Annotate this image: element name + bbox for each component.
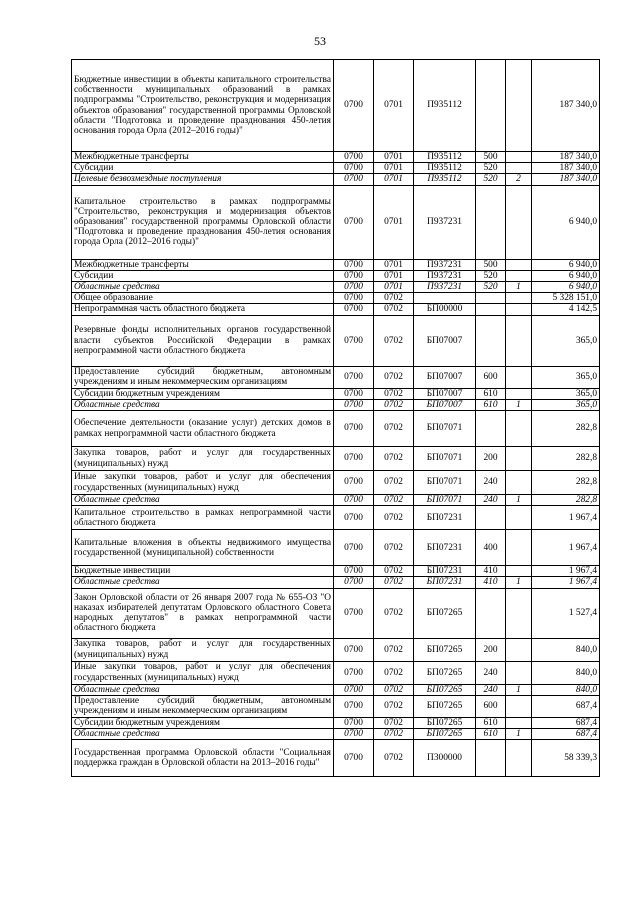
row-target-article: БП00000 bbox=[414, 304, 476, 315]
table-row bbox=[72, 506, 600, 530]
row-expense-type: 520 bbox=[476, 174, 506, 185]
row-funding-source bbox=[506, 293, 532, 304]
row-target-article: БП07231 bbox=[414, 506, 476, 530]
row-subsection: 0702 bbox=[374, 399, 414, 410]
row-expense-type: 240 bbox=[476, 471, 506, 495]
table-row bbox=[72, 388, 600, 399]
row-funding-source bbox=[506, 506, 532, 530]
row-funding-source bbox=[506, 471, 532, 495]
row-expense-type bbox=[476, 506, 506, 530]
row-target-article: П937231 bbox=[414, 270, 476, 281]
row-section: 0700 bbox=[334, 638, 374, 661]
row-amount: 840,0 bbox=[532, 638, 600, 661]
row-section: 0700 bbox=[334, 740, 374, 777]
row-target-article: БП07265 bbox=[414, 695, 476, 717]
row-target-article: БП07265 bbox=[414, 717, 476, 728]
table-row bbox=[72, 282, 600, 293]
row-amount: 1 967,4 bbox=[532, 506, 600, 530]
row-subsection: 0702 bbox=[374, 366, 414, 388]
row-expense-type: 610 bbox=[476, 729, 506, 740]
row-section: 0700 bbox=[334, 293, 374, 304]
row-target-article: БП07071 bbox=[414, 471, 476, 495]
row-amount: 365,0 bbox=[532, 388, 600, 399]
row-target-article: П937231 bbox=[414, 282, 476, 293]
row-funding-source: 1 bbox=[506, 495, 532, 506]
row-section: 0700 bbox=[334, 661, 374, 684]
table-row bbox=[72, 684, 600, 695]
row-funding-source bbox=[506, 152, 532, 163]
row-subsection: 0701 bbox=[374, 185, 414, 259]
table-row bbox=[72, 577, 600, 588]
row-funding-source: 1 bbox=[506, 577, 532, 588]
row-funding-source bbox=[506, 740, 532, 777]
row-section: 0700 bbox=[334, 717, 374, 728]
row-section: 0700 bbox=[334, 588, 374, 638]
row-name: Обеспечение деятельности (оказание услуг) детских домов в рамках непрограммной части областного бюджета bbox=[72, 411, 334, 447]
row-name: Общее образование bbox=[72, 293, 334, 304]
row-name: Субсидии bbox=[72, 270, 334, 281]
row-target-article: П935112 bbox=[414, 163, 476, 174]
row-section: 0700 bbox=[334, 282, 374, 293]
row-subsection: 0702 bbox=[374, 729, 414, 740]
table-row bbox=[72, 259, 600, 270]
row-target-article: БП07231 bbox=[414, 577, 476, 588]
row-amount: 6 940,0 bbox=[532, 282, 600, 293]
row-name: Областные средства bbox=[72, 729, 334, 740]
row-expense-type: 200 bbox=[476, 638, 506, 661]
row-subsection: 0702 bbox=[374, 661, 414, 684]
row-funding-source bbox=[506, 717, 532, 728]
row-target-article: БП07007 bbox=[414, 388, 476, 399]
row-expense-type: 240 bbox=[476, 495, 506, 506]
row-target-article: БП07265 bbox=[414, 638, 476, 661]
table-row bbox=[72, 163, 600, 174]
row-subsection: 0702 bbox=[374, 530, 414, 566]
row-target-article: БП07231 bbox=[414, 530, 476, 566]
row-subsection: 0701 bbox=[374, 152, 414, 163]
row-amount: 1 527,4 bbox=[532, 588, 600, 638]
row-section: 0700 bbox=[334, 399, 374, 410]
row-name: Иные закупки товаров, работ и услуг для обеспечения государственных (муниципальных) нужд bbox=[72, 471, 334, 495]
row-target-article: БП07071 bbox=[414, 447, 476, 471]
table-row bbox=[72, 174, 600, 185]
table-row bbox=[72, 447, 600, 471]
row-subsection: 0702 bbox=[374, 588, 414, 638]
row-expense-type: 400 bbox=[476, 530, 506, 566]
table-row bbox=[72, 399, 600, 410]
row-section: 0700 bbox=[334, 304, 374, 315]
row-funding-source: 1 bbox=[506, 684, 532, 695]
row-amount: 1 967,4 bbox=[532, 566, 600, 577]
row-section: 0700 bbox=[334, 506, 374, 530]
row-name: Бюджетные инвестиции в объекты капитального строительства собственности муниципальных образований в рамках подпрограммы "Строительство, реконструкция и модернизация объектов образования" государственной программы Орловской области "Подготовка и проведение празднования 450-летия основания города Орла (2012–2016 годы)" bbox=[72, 60, 334, 152]
row-section: 0700 bbox=[334, 577, 374, 588]
row-subsection: 0702 bbox=[374, 684, 414, 695]
row-name: Областные средства bbox=[72, 399, 334, 410]
row-expense-type bbox=[476, 315, 506, 366]
row-funding-source bbox=[506, 270, 532, 281]
row-subsection: 0702 bbox=[374, 388, 414, 399]
row-section: 0700 bbox=[334, 259, 374, 270]
row-section: 0700 bbox=[334, 684, 374, 695]
row-amount: 58 339,3 bbox=[532, 740, 600, 777]
row-target-article: БП07265 bbox=[414, 729, 476, 740]
row-funding-source bbox=[506, 259, 532, 270]
table-row bbox=[72, 60, 600, 152]
row-funding-source bbox=[506, 588, 532, 638]
row-subsection: 0702 bbox=[374, 577, 414, 588]
row-name: Областные средства bbox=[72, 577, 334, 588]
row-amount: 687,4 bbox=[532, 717, 600, 728]
row-name: Субсидии бюджетным учреждениям bbox=[72, 388, 334, 399]
row-funding-source bbox=[506, 661, 532, 684]
row-name: Бюджетные инвестиции bbox=[72, 566, 334, 577]
table-row bbox=[72, 740, 600, 777]
row-funding-source bbox=[506, 185, 532, 259]
row-amount: 187 340,0 bbox=[532, 163, 600, 174]
row-amount: 282,8 bbox=[532, 411, 600, 447]
row-amount: 6 940,0 bbox=[532, 259, 600, 270]
row-amount: 187 340,0 bbox=[532, 174, 600, 185]
row-subsection: 0702 bbox=[374, 717, 414, 728]
table-row bbox=[72, 411, 600, 447]
row-funding-source bbox=[506, 366, 532, 388]
row-expense-type: 600 bbox=[476, 695, 506, 717]
row-target-article: П935112 bbox=[414, 174, 476, 185]
row-target-article: БП07265 bbox=[414, 684, 476, 695]
row-section: 0700 bbox=[334, 174, 374, 185]
row-expense-type: 500 bbox=[476, 259, 506, 270]
row-subsection: 0702 bbox=[374, 506, 414, 530]
row-amount: 6 940,0 bbox=[532, 270, 600, 281]
row-funding-source bbox=[506, 695, 532, 717]
row-funding-source bbox=[506, 411, 532, 447]
table-row bbox=[72, 152, 600, 163]
row-subsection: 0702 bbox=[374, 566, 414, 577]
row-funding-source bbox=[506, 530, 532, 566]
row-subsection: 0702 bbox=[374, 471, 414, 495]
row-subsection: 0701 bbox=[374, 270, 414, 281]
row-name: Закупка товаров, работ и услуг для государственных (муниципальных) нужд bbox=[72, 447, 334, 471]
row-amount: 365,0 bbox=[532, 366, 600, 388]
row-expense-type: 520 bbox=[476, 163, 506, 174]
row-target-article: БП07265 bbox=[414, 661, 476, 684]
row-amount: 1 967,4 bbox=[532, 577, 600, 588]
row-name: Закупка товаров, работ и услуг для государственных (муниципальных) нужд bbox=[72, 638, 334, 661]
table-row bbox=[72, 661, 600, 684]
row-expense-type bbox=[476, 60, 506, 152]
row-funding-source: 1 bbox=[506, 399, 532, 410]
row-target-article: П935112 bbox=[414, 60, 476, 152]
row-section: 0700 bbox=[334, 185, 374, 259]
row-section: 0700 bbox=[334, 411, 374, 447]
row-subsection: 0701 bbox=[374, 163, 414, 174]
row-target-article: П300000 bbox=[414, 740, 476, 777]
row-expense-type: 600 bbox=[476, 366, 506, 388]
row-subsection: 0701 bbox=[374, 259, 414, 270]
table-row bbox=[72, 495, 600, 506]
table-row bbox=[72, 638, 600, 661]
row-subsection: 0702 bbox=[374, 695, 414, 717]
row-name: Межбюджетные трансферты bbox=[72, 152, 334, 163]
row-funding-source: 1 bbox=[506, 282, 532, 293]
row-section: 0700 bbox=[334, 530, 374, 566]
row-expense-type: 610 bbox=[476, 388, 506, 399]
row-subsection: 0702 bbox=[374, 304, 414, 315]
row-name: Субсидии bbox=[72, 163, 334, 174]
row-section: 0700 bbox=[334, 495, 374, 506]
row-expense-type: 200 bbox=[476, 447, 506, 471]
row-funding-source bbox=[506, 638, 532, 661]
row-amount: 365,0 bbox=[532, 399, 600, 410]
row-amount: 4 142,5 bbox=[532, 304, 600, 315]
row-expense-type: 240 bbox=[476, 684, 506, 695]
row-target-article: БП07071 bbox=[414, 411, 476, 447]
table-row bbox=[72, 471, 600, 495]
row-expense-type: 240 bbox=[476, 661, 506, 684]
row-name: Капитальное строительство в рамках подпрограммы "Строительство, реконструкция и модернизация объектов образования" государственной программы Орловской области "Подготовка и проведение празднования 450-летия основания города Орла (2012–2016 годы)" bbox=[72, 185, 334, 259]
row-name: Субсидии бюджетным учреждениям bbox=[72, 717, 334, 728]
row-target-article: БП07007 bbox=[414, 315, 476, 366]
row-target-article: БП07007 bbox=[414, 366, 476, 388]
row-name: Непрограммная часть областного бюджета bbox=[72, 304, 334, 315]
row-amount: 6 940,0 bbox=[532, 185, 600, 259]
row-section: 0700 bbox=[334, 315, 374, 366]
row-amount: 282,8 bbox=[532, 495, 600, 506]
row-target-article: БП07265 bbox=[414, 588, 476, 638]
row-amount: 282,8 bbox=[532, 447, 600, 471]
table-row bbox=[72, 315, 600, 366]
row-subsection: 0701 bbox=[374, 174, 414, 185]
row-amount: 687,4 bbox=[532, 729, 600, 740]
row-subsection: 0702 bbox=[374, 495, 414, 506]
row-target-article: БП07071 bbox=[414, 495, 476, 506]
row-name: Резервные фонды исполнительных органов государственной власти субъектов Российской Федерации в рамках непрограммной части областного бюджета bbox=[72, 315, 334, 366]
row-section: 0700 bbox=[334, 60, 374, 152]
row-expense-type bbox=[476, 411, 506, 447]
table-row bbox=[72, 717, 600, 728]
row-funding-source bbox=[506, 304, 532, 315]
row-amount: 1 967,4 bbox=[532, 530, 600, 566]
row-expense-type: 520 bbox=[476, 282, 506, 293]
row-name: Областные средства bbox=[72, 684, 334, 695]
row-funding-source bbox=[506, 315, 532, 366]
row-expense-type bbox=[476, 185, 506, 259]
row-funding-source bbox=[506, 388, 532, 399]
row-name: Межбюджетные трансферты bbox=[72, 259, 334, 270]
row-name: Иные закупки товаров, работ и услуг для обеспечения государственных (муниципальных) нужд bbox=[72, 661, 334, 684]
row-expense-type: 410 bbox=[476, 566, 506, 577]
row-expense-type: 520 bbox=[476, 270, 506, 281]
row-name: Капитальное строительство в рамках непрограммной части областного бюджета bbox=[72, 506, 334, 530]
row-funding-source bbox=[506, 566, 532, 577]
row-section: 0700 bbox=[334, 270, 374, 281]
row-amount: 187 340,0 bbox=[532, 152, 600, 163]
row-name: Предоставление субсидий бюджетным, автономным учреждениям и иным некоммерческим организациям bbox=[72, 695, 334, 717]
row-subsection: 0701 bbox=[374, 60, 414, 152]
table-row bbox=[72, 530, 600, 566]
row-amount: 282,8 bbox=[532, 471, 600, 495]
row-target-article: БП07231 bbox=[414, 566, 476, 577]
row-expense-type: 610 bbox=[476, 717, 506, 728]
row-amount: 187 340,0 bbox=[532, 60, 600, 152]
row-section: 0700 bbox=[334, 163, 374, 174]
row-section: 0700 bbox=[334, 388, 374, 399]
table-row bbox=[72, 695, 600, 717]
row-amount: 840,0 bbox=[532, 661, 600, 684]
row-subsection: 0701 bbox=[374, 282, 414, 293]
row-target-article: П935112 bbox=[414, 152, 476, 163]
row-subsection: 0702 bbox=[374, 740, 414, 777]
table-row bbox=[72, 304, 600, 315]
row-funding-source bbox=[506, 163, 532, 174]
row-funding-source: 1 bbox=[506, 729, 532, 740]
row-section: 0700 bbox=[334, 566, 374, 577]
row-amount: 5 328 151,0 bbox=[532, 293, 600, 304]
row-name: Целевые безвозмездные поступления bbox=[72, 174, 334, 185]
table-row bbox=[72, 293, 600, 304]
table-row bbox=[72, 270, 600, 281]
row-expense-type: 610 bbox=[476, 399, 506, 410]
row-funding-source: 2 bbox=[506, 174, 532, 185]
row-expense-type: 500 bbox=[476, 152, 506, 163]
row-name: Государственная программа Орловской области "Социальная поддержка граждан в Орловской области на 2013–2016 годы" bbox=[72, 740, 334, 777]
row-name: Областные средства bbox=[72, 282, 334, 293]
row-target-article bbox=[414, 293, 476, 304]
row-expense-type bbox=[476, 588, 506, 638]
table-row bbox=[72, 366, 600, 388]
table-row bbox=[72, 185, 600, 259]
table-row bbox=[72, 566, 600, 577]
page-number: 53 bbox=[314, 34, 326, 48]
row-subsection: 0702 bbox=[374, 638, 414, 661]
table-row bbox=[72, 729, 600, 740]
row-target-article: БП07007 bbox=[414, 399, 476, 410]
row-funding-source bbox=[506, 60, 532, 152]
row-section: 0700 bbox=[334, 695, 374, 717]
row-section: 0700 bbox=[334, 152, 374, 163]
row-subsection: 0702 bbox=[374, 411, 414, 447]
row-section: 0700 bbox=[334, 729, 374, 740]
row-amount: 840,0 bbox=[532, 684, 600, 695]
row-name: Областные средства bbox=[72, 495, 334, 506]
row-target-article: П937231 bbox=[414, 185, 476, 259]
row-funding-source bbox=[506, 447, 532, 471]
row-section: 0700 bbox=[334, 471, 374, 495]
row-name: Капитальные вложения в объекты недвижимого имущества государственной (муниципальной) собственности bbox=[72, 530, 334, 566]
row-section: 0700 bbox=[334, 447, 374, 471]
row-expense-type bbox=[476, 740, 506, 777]
row-expense-type bbox=[476, 304, 506, 315]
row-subsection: 0702 bbox=[374, 447, 414, 471]
row-name: Предоставление субсидий бюджетным, автономным учреждениям и иным некоммерческим организациям bbox=[72, 366, 334, 388]
row-amount: 365,0 bbox=[532, 315, 600, 366]
row-expense-type bbox=[476, 293, 506, 304]
row-target-article: П937231 bbox=[414, 259, 476, 270]
table-row bbox=[72, 588, 600, 638]
row-section: 0700 bbox=[334, 366, 374, 388]
row-name: Закон Орловской области от 26 января 2007 года № 655-ОЗ "О наказах избирателей депутатам Орловского областного Совета народных депутатов" в рамках непрограммной части областного бюджета bbox=[72, 588, 334, 638]
budget-table bbox=[71, 59, 600, 777]
row-amount: 687,4 bbox=[532, 695, 600, 717]
row-subsection: 0702 bbox=[374, 315, 414, 366]
row-subsection: 0702 bbox=[374, 293, 414, 304]
row-expense-type: 410 bbox=[476, 577, 506, 588]
